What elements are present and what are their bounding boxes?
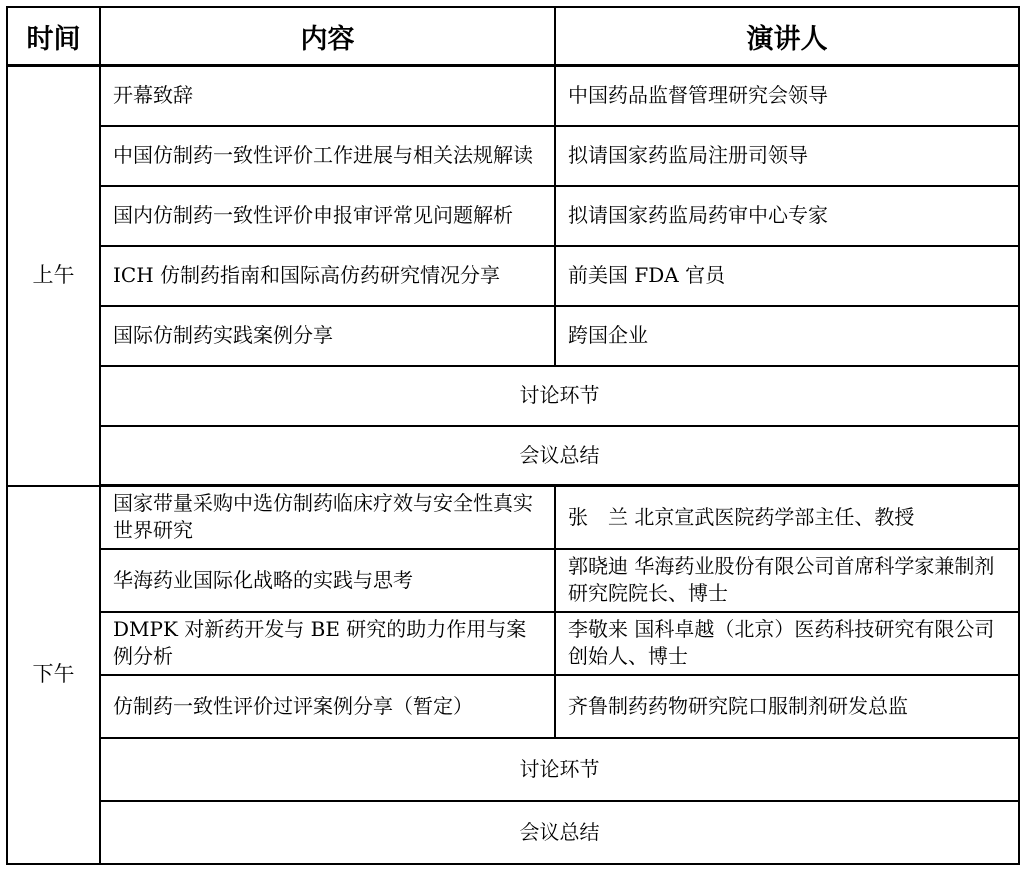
morning-discussion: 讨论环节 (100, 366, 1019, 426)
afternoon-summary: 会议总结 (100, 801, 1019, 864)
morning-summary: 会议总结 (100, 426, 1019, 486)
table-row (7, 549, 1019, 612)
header-row (7, 7, 1019, 66)
afternoon-label: 下午 (7, 486, 100, 864)
agenda-speaker: 跨国企业 (555, 306, 1019, 366)
table-row (7, 801, 1019, 864)
agenda-speaker: 齐鲁制药药物研究院口服制剂研发总监 (555, 675, 1019, 738)
agenda-content: 国家带量采购中选仿制药临床疗效与安全性真实世界研究 (100, 486, 555, 549)
agenda-speaker: 拟请国家药监局注册司领导 (555, 126, 1019, 186)
table-row (7, 675, 1019, 738)
morning-label: 上午 (7, 66, 100, 486)
table-row (7, 66, 1019, 126)
agenda-content: ICH 仿制药指南和国际高仿药研究情况分享 (100, 246, 555, 306)
table-row (7, 126, 1019, 186)
table-row (7, 186, 1019, 246)
agenda-content: 开幕致辞 (100, 66, 555, 126)
agenda-speaker: 中国药品监督管理研究会领导 (555, 66, 1019, 126)
header-time: 时间 (7, 7, 100, 66)
agenda-content: 仿制药一致性评价过评案例分享（暂定） (100, 675, 555, 738)
agenda-speaker: 拟请国家药监局药审中心专家 (555, 186, 1019, 246)
agenda-content: 华海药业国际化战略的实践与思考 (100, 549, 555, 612)
agenda-speaker: 前美国 FDA 官员 (555, 246, 1019, 306)
header-speaker: 演讲人 (555, 7, 1019, 66)
table-row (7, 426, 1019, 486)
agenda-table (6, 6, 1020, 865)
agenda-speaker: 李敬来 国科卓越（北京）医药科技研究有限公司创始人、博士 (555, 612, 1019, 675)
header-content: 内容 (100, 7, 555, 66)
agenda-speaker: 郭晓迪 华海药业股份有限公司首席科学家兼制剂研究院院长、博士 (555, 549, 1019, 612)
agenda-speaker: 张 兰 北京宣武医院药学部主任、教授 (555, 486, 1019, 549)
agenda-content: 中国仿制药一致性评价工作进展与相关法规解读 (100, 126, 555, 186)
agenda-content: 国际仿制药实践案例分享 (100, 306, 555, 366)
table-row (7, 366, 1019, 426)
table-row (7, 612, 1019, 675)
agenda-content: DMPK 对新药开发与 BE 研究的助力作用与案例分析 (100, 612, 555, 675)
table-row (7, 246, 1019, 306)
table-row (7, 486, 1019, 549)
table-row (7, 738, 1019, 801)
afternoon-discussion: 讨论环节 (100, 738, 1019, 801)
table-row (7, 306, 1019, 366)
agenda-content: 国内仿制药一致性评价申报审评常见问题解析 (100, 186, 555, 246)
